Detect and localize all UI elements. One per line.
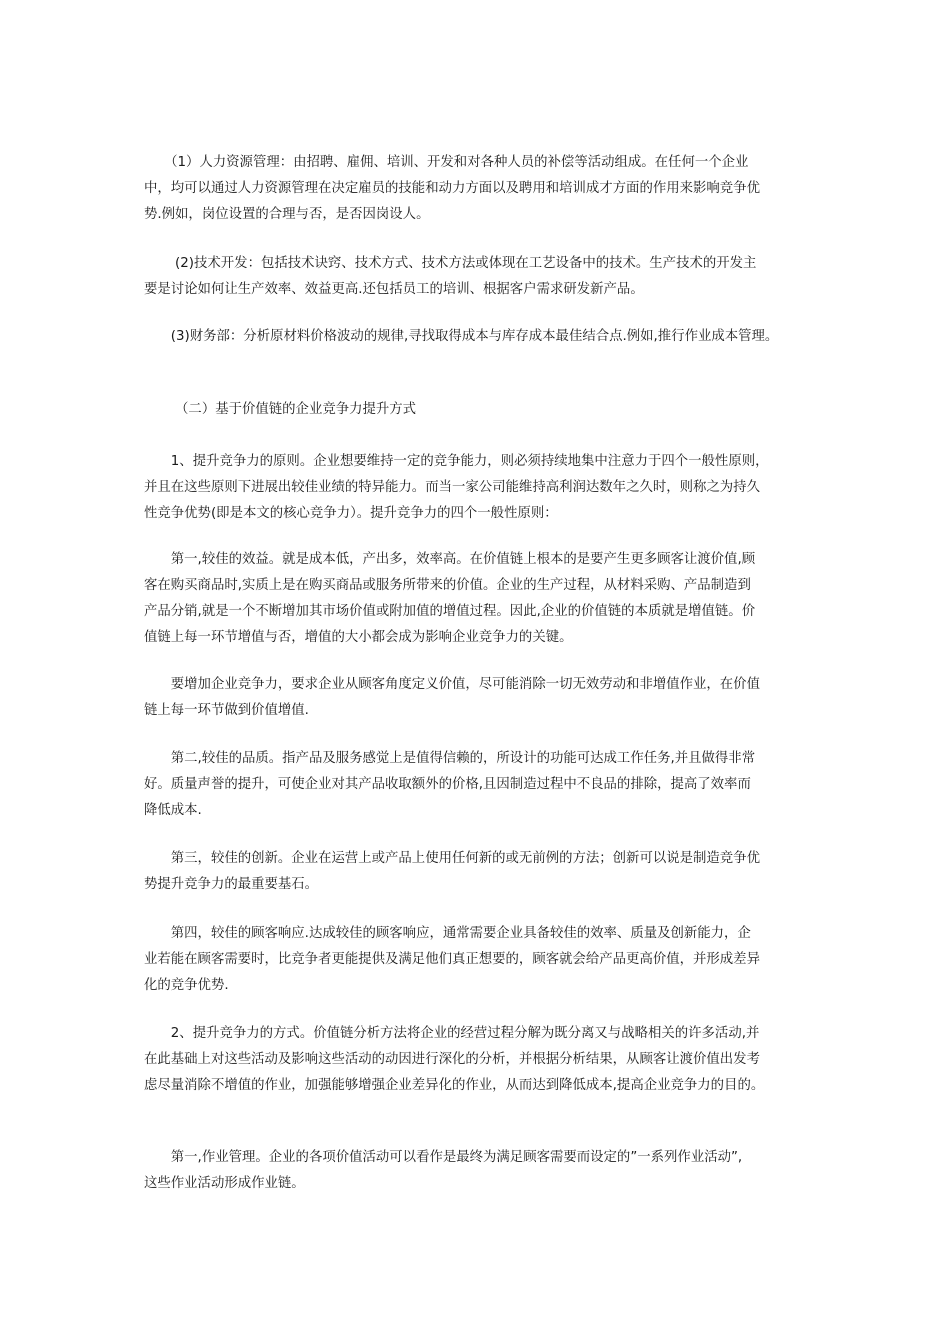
text-line: (2)技术开发：包括技术诀窍、技术方式、技术方法或体现在工艺设备中的技术。生产技术的开发主 bbox=[144, 256, 757, 271]
section-heading bbox=[144, 397, 810, 423]
text-line: 值链上每一环节增值与否，增值的大小都会成为影响企业竞争力的关键。 bbox=[144, 630, 573, 645]
paragraph-efficiency bbox=[144, 547, 810, 651]
paragraph-customer-response bbox=[144, 921, 810, 999]
text-line: 势.例如，岗位设置的合理与否，是否因岗设人。 bbox=[144, 207, 430, 222]
text-line: 业若能在顾客需要时，比竞争者更能提供及满足他们真正想要的，顾客就会给产品更高价值，并形成差异 bbox=[144, 952, 760, 967]
text-line: 这些作业活动形成作业链。 bbox=[144, 1176, 305, 1191]
paragraph-finance bbox=[144, 324, 810, 350]
text-line: 第一,作业管理。企业的各项价值活动可以看作是最终为满足顾客需要而设定的”一系列作业活动”, bbox=[144, 1150, 743, 1165]
paragraph-innovation bbox=[144, 846, 810, 898]
text-line: 客在购买商品时,实质上是在购买商品或服务所带来的价值。企业的生产过程，从材料采购、产品制造到 bbox=[144, 578, 751, 593]
paragraph-methods bbox=[144, 1021, 810, 1099]
text-line: 降低成本. bbox=[144, 803, 202, 818]
text-line: (3)财务部：分析原材料价格波动的规律,寻找取得成本与库存成本最佳结合点.例如,推行作业成本管理。 bbox=[144, 329, 779, 344]
text-line: 性竞争优势(即是本文的核心竞争力）。提升竞争力的四个一般性原则： bbox=[144, 506, 558, 521]
text-line: 化的竞争优势. bbox=[144, 978, 229, 993]
text-line: 要是讨论如何让生产效率、效益更高.还包括员工的培训、根据客户需求研发新产品。 bbox=[144, 282, 644, 297]
text-line: 中，均可以通过人力资源管理在决定雇员的技能和动力方面以及聘用和培训成才方面的作用来影响竞争优 bbox=[144, 181, 760, 196]
paragraph-tech-development bbox=[144, 251, 810, 303]
text-line: 第一,较佳的效益。就是成本低，产出多，效率高。在价值链上根本的是要产生更多顾客让渡价值,顾 bbox=[144, 552, 756, 567]
text-line: 第三，较佳的创新。企业在运营上或产品上使用任何新的或无前例的方法；创新可以说是制造竞争优 bbox=[144, 851, 760, 866]
text-line: 要增加企业竞争力，要求企业从顾客角度定义价值，尽可能消除一切无效劳动和非增值作业，在价值 bbox=[144, 677, 760, 692]
text-line: 第四，较佳的顾客响应.达成较佳的顾客响应，通常需要企业具备较佳的效率、质量及创新能力，企 bbox=[144, 926, 751, 941]
text-line: 好。质量声誉的提升，可使企业对其产品收取额外的价格,且因制造过程中不良品的排除，提高了效率而 bbox=[144, 777, 751, 792]
text-line: 在此基础上对这些活动及影响这些活动的动因进行深化的分析，并根据分析结果，从顾客让渡价值出发考 bbox=[144, 1052, 760, 1067]
text-line: （二）基于价值链的企业竞争力提升方式 bbox=[144, 402, 417, 417]
paragraph-value-added bbox=[144, 672, 810, 724]
text-line: 势提升竞争力的最重要基石。 bbox=[144, 877, 319, 892]
text-line: 链上每一环节做到价值增值. bbox=[144, 703, 309, 718]
paragraph-activity-management bbox=[144, 1145, 810, 1197]
text-line: 第二,较佳的品质。指产品及服务感觉上是值得信赖的，所设计的功能可达成工作任务,并且做得非常 bbox=[144, 751, 756, 766]
text-line: 产品分销,就是一个不断增加其市场价值或附加值的增值过程。因此,企业的价值链的本质就是增值链。价 bbox=[144, 604, 756, 619]
text-line: 2、提升竞争力的方式。价值链分析方法将企业的经营过程分解为既分离又与战略相关的许多活动,并 bbox=[144, 1026, 760, 1041]
paragraph-principles bbox=[144, 449, 810, 527]
text-line: 虑尽量消除不增值的作业，加强能够增强企业差异化的作业，从而达到降低成本,提高企业竞争力的目的。 bbox=[144, 1078, 765, 1093]
paragraph-quality bbox=[144, 746, 810, 824]
text-line: 并且在这些原则下进展出较佳业绩的特异能力。而当一家公司能维持高利润达数年之久时，则称之为持久 bbox=[144, 480, 760, 495]
text-line: 1、提升竞争力的原则。企业想要维持一定的竞争能力，则必须持续地集中注意力于四个一般性原则， bbox=[144, 454, 769, 469]
text-line: （1）人力资源管理：由招聘、雇佣、培训、开发和对各种人员的补偿等活动组成。在任何一个企业 bbox=[144, 155, 749, 170]
paragraph-hr-management bbox=[144, 150, 810, 228]
